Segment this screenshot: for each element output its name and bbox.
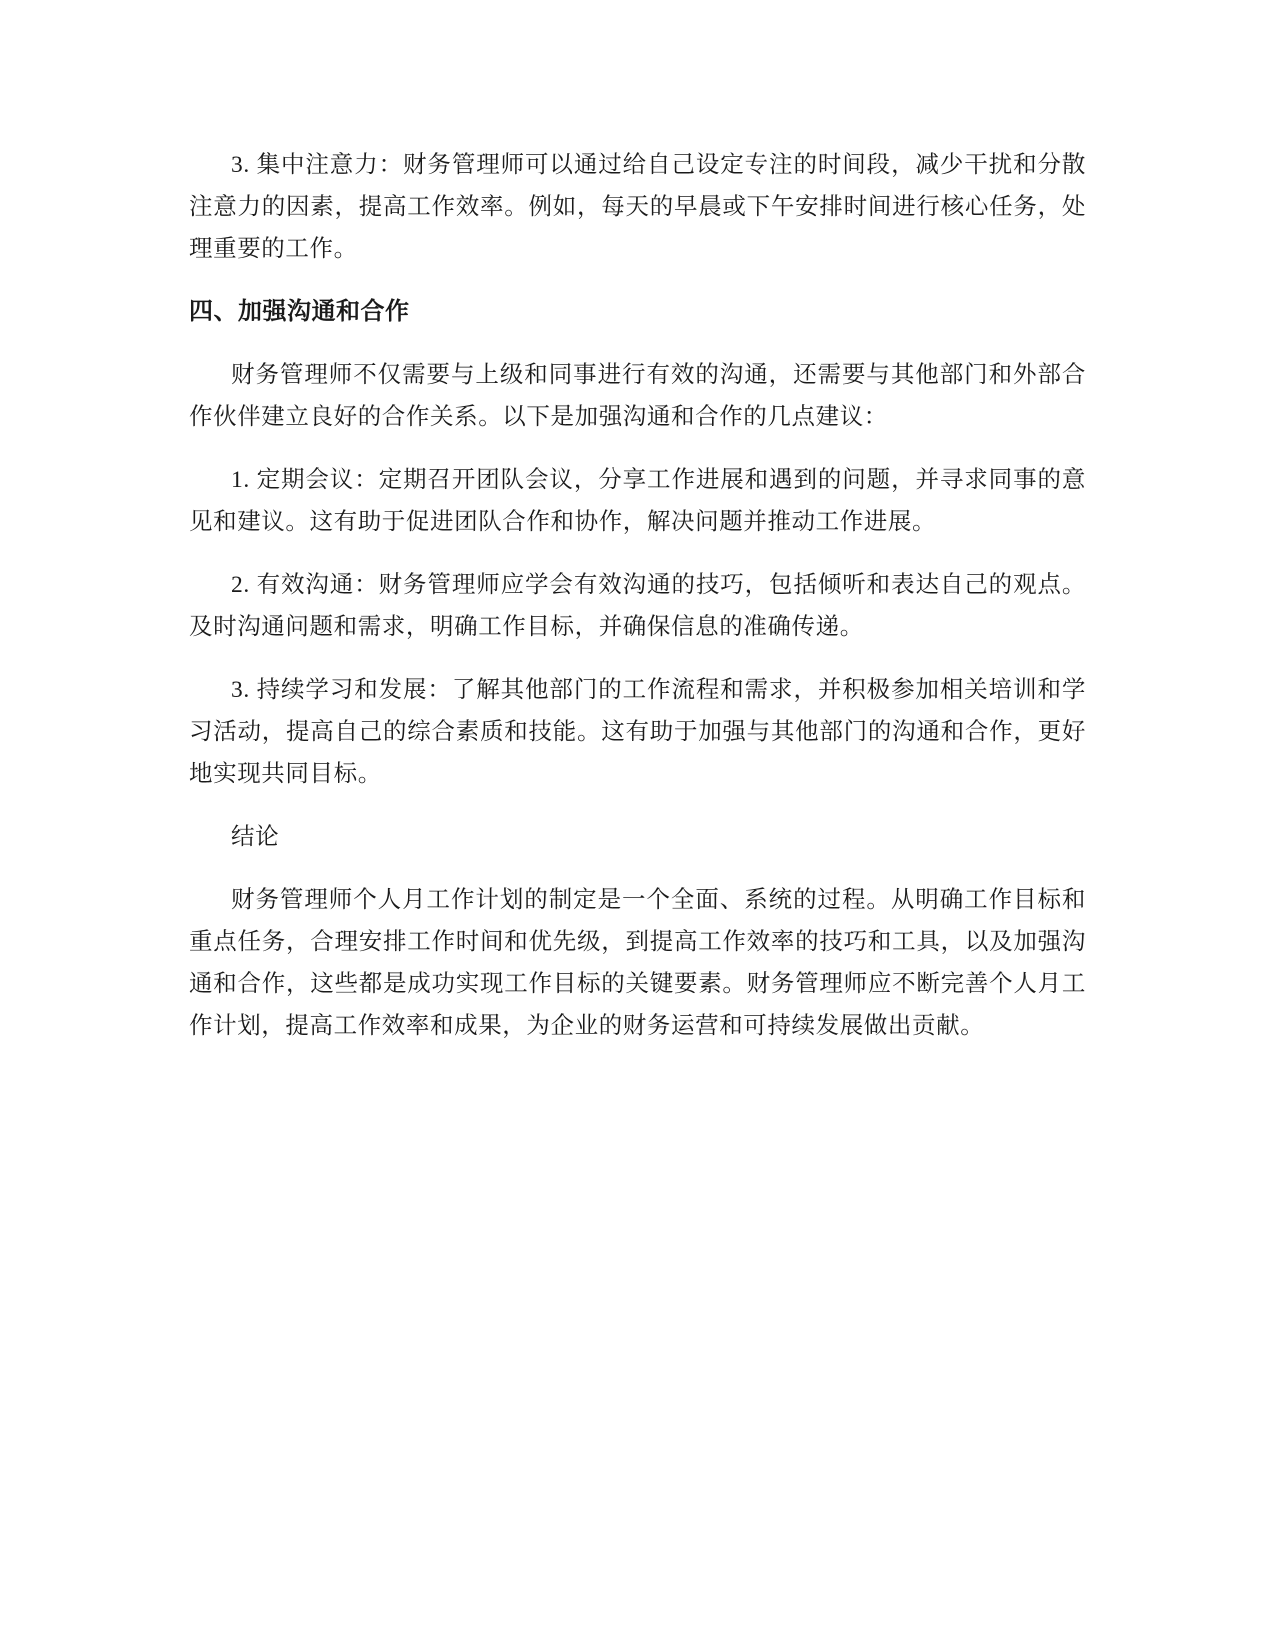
document-page [189, 144, 1086, 1068]
conclusion-text: 财务管理师个人月工作计划的制定是一个全面、系统的过程。从明确工作目标和重点任务，合理安排工作时间和优先级，到提高工作效率的技巧和工具，以及加强沟通和合作，这些都是成功实现工作目标的关键要素。财务管理师应不断完善个人月工作计划，提高工作效率和成果，为企业的财务运营和可持续发展做出贡献。 [189, 887, 1086, 1039]
section-heading: 四、加强沟通和合作 [189, 298, 410, 325]
list-item-learning: 3. 持续学习和发展：了解其他部门的工作流程和需求，并积极参加相关培训和学习活动，提高自己的综合素质和技能。这有助于加强与其他部门的沟通和合作，更好地实现共同目标。 [189, 677, 1086, 787]
list-item-meetings: 1. 定期会议：定期召开团队会议，分享工作进展和遇到的问题，并寻求同事的意见和建议。这有助于促进团队合作和协作，解决问题并推动工作进展。 [189, 467, 1086, 535]
paragraph-intro: 财务管理师不仅需要与上级和同事进行有效的沟通，还需要与其他部门和外部合作伙伴建立良好的合作关系。以下是加强沟通和合作的几点建议： [189, 362, 1086, 430]
paragraph-focus: 3. 集中注意力：财务管理师可以通过给自己设定专注的时间段，减少干扰和分散注意力的因素，提高工作效率。例如，每天的早晨或下午安排时间进行核心任务，处理重要的工作。 [189, 152, 1086, 262]
conclusion-label: 结论 [231, 824, 280, 850]
list-item-communication: 2. 有效沟通：财务管理师应学会有效沟通的技巧，包括倾听和表达自己的观点。及时沟通问题和需求，明确工作目标，并确保信息的准确传递。 [189, 572, 1086, 640]
